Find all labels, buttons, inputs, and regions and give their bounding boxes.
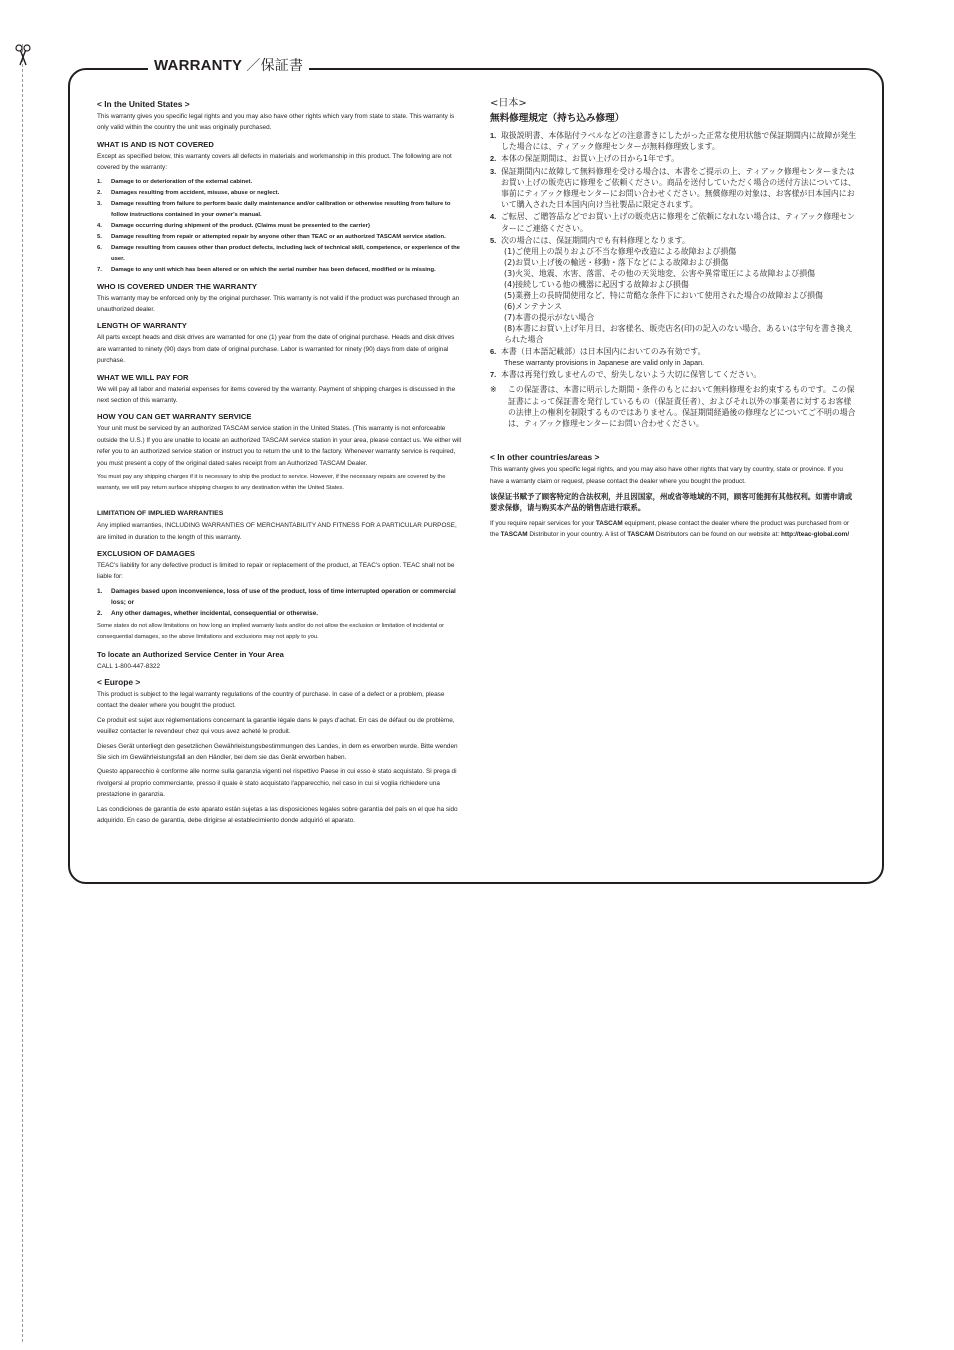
sub-item: (7)本書の提示がない場合: [504, 313, 595, 323]
scissors-icon: [14, 44, 32, 66]
item-number: 2.: [97, 609, 103, 617]
other-countries-heading: < In other countries/areas >: [490, 452, 600, 463]
brand-name: TASCAM: [595, 519, 623, 527]
note-mark: ※: [490, 385, 497, 395]
item-number: 4.: [490, 212, 497, 222]
list-item: [97, 199, 464, 221]
list-item: [490, 235, 858, 345]
list-item: [490, 166, 858, 211]
europe-it: Questo apparecchio è conforme alle norme sulla garanzia vigenti nel rispettivo Paese in cui esso è stato acquistato. Si prega di rivolgersi al proprio commerciante, presso il quale è stato acquistato l'apparecchio, nel caso in cui si voglia richiedere una prestazione in garanzia.: [97, 768, 457, 799]
item-text: ご転居、ご贈答品などでお買い上げの販売店に修理をご依頼になれない場合は、ティアック修理センターにご連絡ください。: [501, 212, 855, 233]
not-covered-list: [97, 177, 464, 276]
website-link[interactable]: http://teac-global.com/: [780, 531, 850, 539]
jp-heading: <日本>: [490, 98, 527, 109]
sub-item: (6)メンテナンス: [504, 302, 562, 312]
item-text: Damage resulting from repair or attempted repair by anyone other than TEAC or an authorized TASCAM service station.: [111, 233, 446, 240]
list-item: [97, 243, 464, 265]
length-text: All parts except heads and disk drives are warranted for one (1) year from the date of original purchase. Heads and disk drives are warranted to ninety (90) days from date of original purchase. Labor is warranted for ninety (90) days from date of original purchase.: [97, 334, 455, 365]
list-item: [97, 221, 464, 232]
europe-heading: < Europe >: [97, 676, 141, 687]
exclusion-list: [97, 586, 464, 619]
list-item: [490, 369, 858, 380]
service-heading: HOW YOU CAN GET WARRANTY SERVICE: [97, 412, 252, 422]
not-covered-heading: WHAT IS AND IS NOT COVERED: [97, 139, 214, 149]
item-number: 2.: [490, 154, 497, 164]
item-number: 6.: [97, 244, 102, 251]
sub-item: (1)ご使用上の誤りおよび不当な修理や改造による故障および損傷: [504, 247, 737, 257]
item-number: 1.: [97, 178, 102, 185]
jp-note: [490, 384, 858, 429]
who-text: This warranty may be enforced only by the original purchaser. This warranty is not valid if the product was purchased through an unauthorized dealer.: [97, 294, 460, 314]
europe-fr: Ce produit est sujet aux réglementations concernant la garantie légale dans le pays d'achat. En cas de défaut ou de problème, veuillez contacter le revendeur chez qui vous avez acheté le produit.: [97, 716, 455, 736]
europe-de: Dieses Gerät unterliegt den gesetzlichen Gewährleistungsbestimmungen des Landes, in dem es erworben wurde. Bitte wenden Sie sich im Gewährleistungsfall an den Händler, bei dem sie das Gerät erworben haben.: [97, 742, 458, 761]
left-column: [97, 96, 464, 829]
exclusion-heading: EXCLUSION OF DAMAGES: [97, 548, 195, 558]
item-number: 5.: [490, 235, 497, 245]
item-number: 3.: [490, 166, 497, 176]
jp-sub-list: [501, 246, 858, 345]
right-column: [490, 96, 858, 544]
title-en: WARRANTY: [154, 57, 242, 74]
not-covered-intro: Except as specified below, this warranty covers all defects in materials and workmanship in this product. The following are not covered by the warranty:: [97, 152, 452, 172]
cut-line: [22, 44, 23, 1342]
item-number: 7.: [490, 370, 497, 380]
sub-item: (3)火災、地震、水害、落雷、その他の天災地変、公害や異常電圧による故障および損傷: [504, 269, 816, 279]
item-number: 4.: [97, 222, 102, 229]
list-item: [97, 265, 464, 276]
item-text: Any other damages, whether incidental, consequential or otherwise.: [111, 609, 319, 617]
jp-english-note: These warranty provisions in Japanese are valid only in Japan.: [504, 358, 705, 368]
other-countries-text: This warranty gives you specific legal rights, and you may also have other rights that vary by country, state or province. If you have a warranty claim or request, please contact the dealer where you bought the product.: [490, 466, 843, 485]
item-text: 本書は再発行致しませんので、紛失しないよう大切に保管してください。: [501, 370, 762, 380]
locate-phone: CALL 1-800-447-8322: [97, 662, 161, 670]
item-text: Damage to or deterioration of the external cabinet.: [111, 178, 253, 185]
item-number: 1.: [490, 131, 497, 140]
item-text: 本体の保証期間は、お買い上げの日から1年です。: [501, 154, 679, 164]
sub-item: (2)お買い上げ後の輸送・移動・落下などによる故障および損傷: [504, 258, 729, 268]
brand-name: TASCAM: [627, 531, 655, 539]
item-text: 次の場合には、保証期間内でも有料修理となります。: [501, 235, 690, 245]
item-number: 7.: [97, 266, 102, 273]
sub-item: (4)接続している他の機器に起因する故障および損傷: [504, 280, 689, 290]
item-text: Damage resulting from causes other than product defects, including lack of technical skill, competence, or experience of the user.: [111, 244, 460, 262]
item-number: 1.: [97, 587, 103, 595]
item-number: 2.: [97, 189, 102, 196]
repair-post: Distributors can be found on our website at:: [654, 531, 781, 539]
title-jp: 保証書: [260, 58, 304, 74]
list-item: [490, 130, 858, 152]
brand-name: TASCAM: [500, 531, 528, 539]
us-heading: < In the United States >: [97, 99, 190, 109]
europe-es: Las condiciones de garantía de este aparato están sujetas a las disposiciones legales sobre garantía del país en el que ha sido adquirido. En caso de garantía, debe dirigirse al establecimiento donde adquirió el aparato.: [97, 805, 458, 824]
length-heading: LENGTH OF WARRANTY: [97, 321, 187, 331]
item-text: 保証期間内に故障して無料修理を受ける場合は、本書をご提示の上、ティアック修理センターまたはお買い上げの販売店に修理をご依頼ください。商品を送付していただく場合の送付方法については、事前にティアック修理センターにお問い合わせください。無償修理の対象は、お客様が日本国内において購入された日本国内向け当社製品に限定されます。: [501, 166, 856, 210]
item-number: 6.: [490, 347, 497, 357]
locate-heading: To locate an Authorized Service Center in Your Area: [97, 649, 284, 659]
list-item: [490, 153, 858, 164]
title-separator: ／: [246, 58, 261, 74]
chinese-text: 该保证书赋予了顾客特定的合法权利，并且因国家，州或省等地域的不同，顾客可能拥有其他权利。如需申请或要求保修，请与购买本产品的销售店进行联系。: [490, 492, 853, 513]
item-text: Damages resulting from accident, misuse, abuse or neglect.: [111, 189, 280, 196]
repair-text: [490, 518, 858, 541]
implied-text: Any implied warranties, INCLUDING WARRANTIES OF MERCHANTABILITY AND FITNESS FOR A PARTICULAR PURPOSE, are limited in duration to the length of this warranty.: [97, 522, 457, 541]
pay-heading: WHAT WE WILL PAY FOR: [97, 372, 189, 382]
exclusion-intro: TEAC's liability for any defective product is limited to repair or replacement of the product, at TEAC's option. TEAC shall not be liable for:: [97, 561, 455, 581]
us-intro: This warranty gives you specific legal rights and you may also have other rights which vary from state to state. This warranty is only valid within the country the unit was originally purchased.: [97, 113, 455, 132]
implied-heading: LIMITATION OF IMPLIED WARRANTIES: [97, 510, 224, 518]
jp-list: [490, 130, 858, 380]
exclusion-text: Some states do not allow limitations on how long an implied warranty lasts and/or do not allow the exclusion or limitation of incidental or consequential damages, so the above limitations and exclusions may not apply to you.: [97, 622, 445, 641]
list-item: [97, 586, 464, 608]
item-number: 3.: [97, 200, 102, 207]
sub-item: (5)業務上の長時間使用など、特に苛酷な条件下において使用された場合の故障および損傷: [504, 291, 823, 301]
europe-en: This product is subject to the legal warranty regulations of the country of purchase. In case of a defect or a problem, please contact the dealer where you bought the product.: [97, 690, 445, 710]
list-item: [490, 211, 858, 233]
note-text: この保証書は、本書に明示した期間・条件のもとにおいて無料修理をお約束するものです。この保証書によって保証書を発行しているもの（保証責任者）、およびそれ以外の事業者に対するお客様の法律上の権利を制限するものではありません。保証期間経過後の修理などについてご不明の場合は、ティアック修理センターにお問い合わせください。: [508, 385, 856, 429]
item-text: Damages based upon inconvenience, loss of use of the product, loss of time interrupted operation or commercial loss; or: [111, 587, 456, 606]
list-item: [490, 346, 858, 368]
repair-mid: equipment, please contact the dealer where the product was purchased from or the: [490, 519, 850, 539]
service-text-2: You must pay any shipping charges if it is necessary to ship the product to service. However, if the necessary repairs are covered by the warranty, we will pay return surface shipping charges to any destination within the United States.: [97, 474, 446, 492]
item-text: 取扱説明書、本体貼付ラベルなどの注意書きにしたがった正常な使用状態で保証期間内に故障が発生した場合には、ティアック修理センターが無料修理致します。: [501, 131, 857, 152]
page-title: [148, 55, 309, 77]
repair-pre: If you require repair services for your: [490, 519, 596, 527]
repair-mid-2: Distributor in your country. A list of: [527, 531, 628, 539]
item-text: 本書（日本語記載部）は日本国内においてのみ有効です。: [501, 347, 706, 357]
jp-title: 無料修理規定（持ち込み修理）: [490, 113, 625, 124]
item-text: Damage resulting from failure to perform basic daily maintenance and/or calibration or otherwise resulting from failure to follow instructions contained in your owner's manual.: [111, 200, 451, 218]
who-heading: WHO IS COVERED UNDER THE WARRANTY: [97, 281, 257, 291]
service-text-1: Your unit must be serviced by an authorized TASCAM service station in the United States. (This warranty is not enforceable outside the U.S.) If you are unable to locate an authorized TASCAM service station in your area, please contact us. We either will refer you to an authorized service station or instruct you to return the unit to the factory. Whenever warranty service is required, you must present a copy of the original dated sales receipt from an Authorized TASCAM Dealer.: [97, 425, 462, 467]
pay-text: We will pay all labor and material expenses for items covered by the warranty. Payment of shipping charges is discussed in the next section of this warranty.: [97, 385, 456, 405]
item-text: Damage to any unit which has been altered or on which the serial number has been defaced, modified or is missing.: [111, 266, 436, 273]
item-number: 5.: [97, 233, 102, 240]
list-item: [97, 608, 464, 619]
item-text: Damage occurring during shipment of the product. (Claims must be presented to the carrier): [111, 222, 370, 229]
list-item: [97, 177, 464, 188]
sub-item: (8)本書にお買い上げ年月日、お客様名、販売店名(印)の記入のない場合、あるいは字句を書き換えられた場合: [504, 324, 853, 345]
list-item: [97, 232, 464, 243]
list-item: [97, 188, 464, 199]
